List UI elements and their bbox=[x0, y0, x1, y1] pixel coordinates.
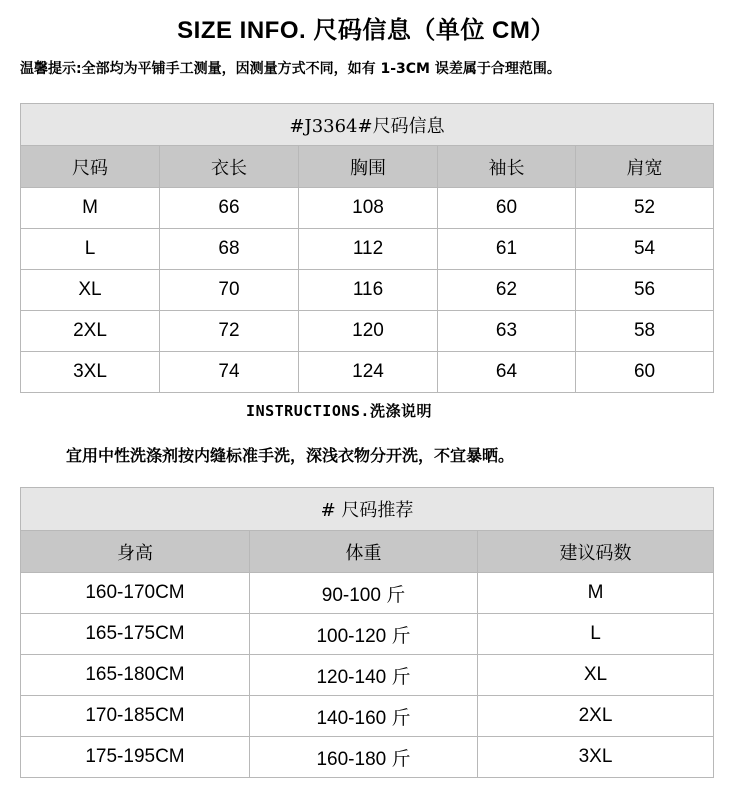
table-cell: L bbox=[478, 614, 714, 655]
column-header: 尺码 bbox=[21, 146, 160, 188]
table-cell: 116 bbox=[299, 270, 438, 311]
column-header: 肩宽 bbox=[576, 146, 714, 188]
table-cell: 100-120 斤 bbox=[250, 614, 478, 655]
table-cell: 66 bbox=[160, 188, 299, 229]
column-header: 身高 bbox=[21, 531, 250, 573]
column-header: 袖长 bbox=[438, 146, 576, 188]
table-cell: XL bbox=[21, 270, 160, 311]
table-cell: XL bbox=[478, 655, 714, 696]
table-cell: 61 bbox=[438, 229, 576, 270]
table-cell: M bbox=[21, 188, 160, 229]
table-cell: M bbox=[478, 573, 714, 614]
table-cell: 170-185CM bbox=[21, 696, 250, 737]
table-cell: 62 bbox=[438, 270, 576, 311]
table-cell: 60 bbox=[438, 188, 576, 229]
table-cell: 3XL bbox=[478, 737, 714, 778]
table-row bbox=[21, 737, 714, 778]
table-cell: 56 bbox=[576, 270, 714, 311]
table-cell: L bbox=[21, 229, 160, 270]
column-header: 建议码数 bbox=[478, 531, 714, 573]
table-row bbox=[21, 311, 714, 352]
page-title: SIZE INFO. 尺码信息（单位 CM） bbox=[177, 17, 555, 44]
table-cell: 70 bbox=[160, 270, 299, 311]
column-header: 衣长 bbox=[160, 146, 299, 188]
table-row bbox=[21, 229, 714, 270]
table-row bbox=[21, 352, 714, 393]
table-cell: 2XL bbox=[478, 696, 714, 737]
table-row bbox=[21, 188, 714, 229]
table-row bbox=[21, 573, 714, 614]
table-row bbox=[21, 655, 714, 696]
table-cell: 175-195CM bbox=[21, 737, 250, 778]
table-cell: 140-160 斤 bbox=[250, 696, 478, 737]
table-cell: 90-100 斤 bbox=[250, 573, 478, 614]
table-cell: 108 bbox=[299, 188, 438, 229]
table-cell: 120-140 斤 bbox=[250, 655, 478, 696]
table-cell: 2XL bbox=[21, 311, 160, 352]
column-header: 胸围 bbox=[299, 146, 438, 188]
table-cell: 165-175CM bbox=[21, 614, 250, 655]
table-cell: 120 bbox=[299, 311, 438, 352]
instructions-text: 宜用中性洗涤剂按内缝标准手洗，深浅衣物分开洗，不宜暴晒。 bbox=[66, 446, 515, 465]
table-cell: 74 bbox=[160, 352, 299, 393]
table-cell: 58 bbox=[576, 311, 714, 352]
instructions-title: INSTRUCTIONS.洗涤说明 bbox=[246, 402, 432, 420]
recommend-table-heading: # 尺码推荐 bbox=[21, 488, 714, 531]
size-table-heading: #J3364#尺码信息 bbox=[21, 104, 714, 146]
size-recommendation-table bbox=[20, 487, 714, 778]
table-cell: 160-170CM bbox=[21, 573, 250, 614]
table-cell: 68 bbox=[160, 229, 299, 270]
table-cell: 72 bbox=[160, 311, 299, 352]
size-table bbox=[20, 103, 714, 393]
table-cell: 3XL bbox=[21, 352, 160, 393]
table-cell: 54 bbox=[576, 229, 714, 270]
table-row bbox=[21, 270, 714, 311]
table-row bbox=[21, 696, 714, 737]
table-cell: 112 bbox=[299, 229, 438, 270]
table-cell: 52 bbox=[576, 188, 714, 229]
table-cell: 124 bbox=[299, 352, 438, 393]
table-cell: 63 bbox=[438, 311, 576, 352]
table-row bbox=[21, 614, 714, 655]
table-cell: 160-180 斤 bbox=[250, 737, 478, 778]
table-cell: 64 bbox=[438, 352, 576, 393]
column-header: 体重 bbox=[250, 531, 478, 573]
table-cell: 60 bbox=[576, 352, 714, 393]
measurement-note: 温馨提示:全部均为平铺手工测量，因测量方式不同，如有 1-3CM 误差属于合理范围。 bbox=[20, 61, 561, 77]
table-cell: 165-180CM bbox=[21, 655, 250, 696]
